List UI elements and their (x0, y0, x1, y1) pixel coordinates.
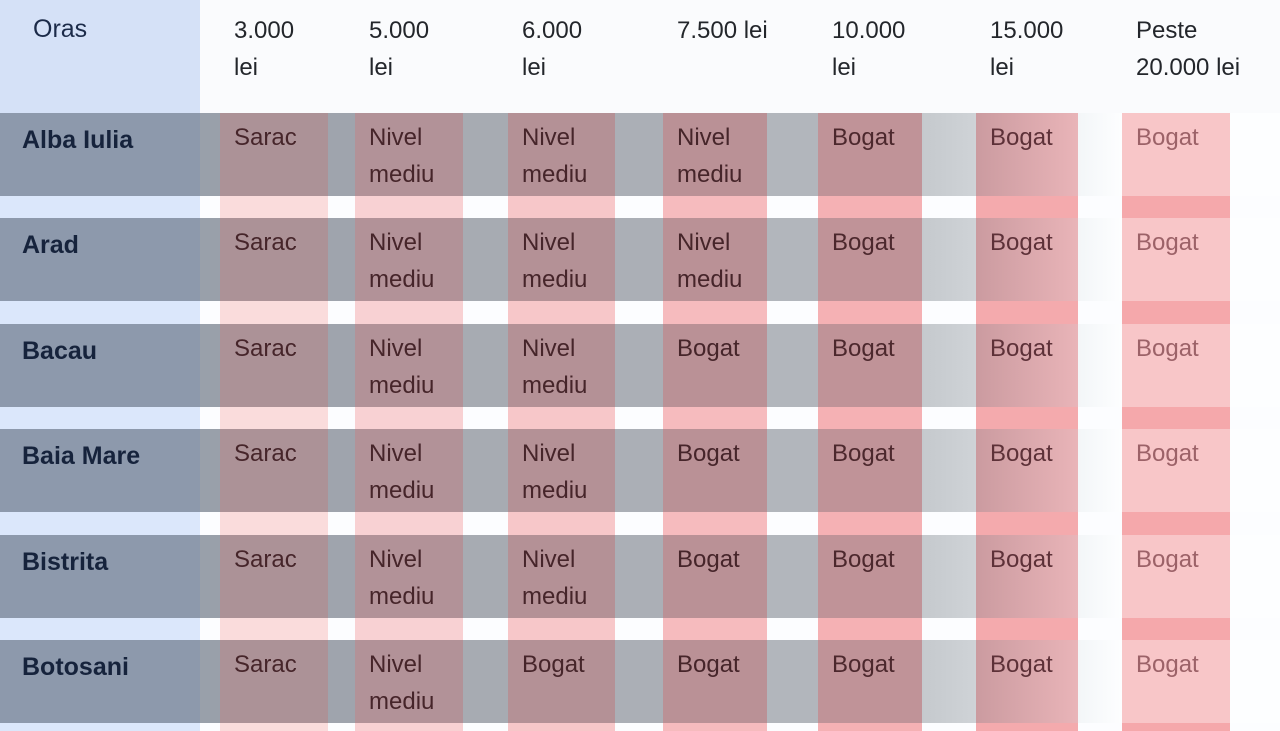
table-row (0, 113, 1280, 196)
cell-classification: Nivel mediu (522, 124, 588, 188)
cell-classification: Bogat (832, 440, 895, 467)
column-stripes-background (0, 113, 1280, 731)
cell-classification: Bogat (832, 651, 895, 678)
cell-classification: Sarac (234, 546, 297, 573)
cell-classification: Bogat (677, 335, 740, 362)
cell-classification: Bogat (832, 124, 895, 151)
city-label: Bacau (22, 337, 98, 365)
cell-classification: Bogat (832, 335, 895, 362)
cell-classification: Nivel mediu (522, 440, 588, 504)
city-label: Botosani (22, 653, 129, 681)
cell-classification: Bogat (1136, 546, 1199, 573)
column-header-7500: 7.500 lei (677, 17, 768, 44)
cell-classification: Nivel mediu (522, 546, 588, 610)
cell-classification: Sarac (234, 440, 297, 467)
table-header-row (0, 0, 1280, 113)
cell-classification: Sarac (234, 651, 297, 678)
table-row (0, 429, 1280, 512)
cell-classification: Bogat (832, 546, 895, 573)
column-header-6000: 6.000 lei (522, 17, 583, 81)
city-label: Arad (22, 231, 79, 259)
cell-classification: Sarac (234, 335, 297, 362)
cell-classification: Bogat (1136, 229, 1199, 256)
cell-classification: Bogat (990, 440, 1053, 467)
cell-classification: Nivel mediu (522, 335, 588, 399)
column-header-10000: 10.000 lei (832, 17, 906, 81)
cell-classification: Bogat (832, 229, 895, 256)
cell-classification: Nivel mediu (369, 124, 435, 188)
cell-classification: Bogat (1136, 440, 1199, 467)
cell-classification: Nivel mediu (677, 124, 743, 188)
column-header-city: Oras (33, 15, 88, 43)
table-row (0, 535, 1280, 618)
cell-classification: Bogat (1136, 651, 1199, 678)
cell-classification: Bogat (990, 124, 1053, 151)
table-row (0, 324, 1280, 407)
cell-classification: Nivel mediu (369, 229, 435, 293)
cell-classification: Bogat (1136, 335, 1199, 362)
city-label: Alba Iulia (22, 126, 134, 154)
cell-classification: Bogat (677, 546, 740, 573)
cell-classification: Sarac (234, 229, 297, 256)
cell-classification: Bogat (522, 651, 585, 678)
column-header-15000: 15.000 lei (990, 17, 1064, 81)
city-label: Bistrita (22, 548, 109, 576)
cell-classification: Nivel mediu (677, 229, 743, 293)
cell-classification: Bogat (990, 335, 1053, 362)
column-header-3000: 3.000 lei (234, 17, 295, 81)
table-row (0, 218, 1280, 301)
column-header-peste-20000: Peste 20.000 lei (1136, 17, 1241, 81)
cell-classification: Bogat (677, 651, 740, 678)
cell-classification: Nivel mediu (369, 440, 435, 504)
cell-classification: Bogat (990, 546, 1053, 573)
cell-classification: Bogat (990, 651, 1053, 678)
column-header-5000: 5.000 lei (369, 17, 430, 81)
cell-classification: Bogat (677, 440, 740, 467)
cell-classification: Nivel mediu (522, 229, 588, 293)
cell-classification: Bogat (990, 229, 1053, 256)
cell-classification: Bogat (1136, 124, 1199, 151)
city-label: Baia Mare (22, 442, 141, 470)
cell-classification: Nivel mediu (369, 651, 435, 715)
cell-classification: Nivel mediu (369, 335, 435, 399)
cell-classification: Nivel mediu (369, 546, 435, 610)
table-row (0, 640, 1280, 723)
cell-classification: Sarac (234, 124, 297, 151)
